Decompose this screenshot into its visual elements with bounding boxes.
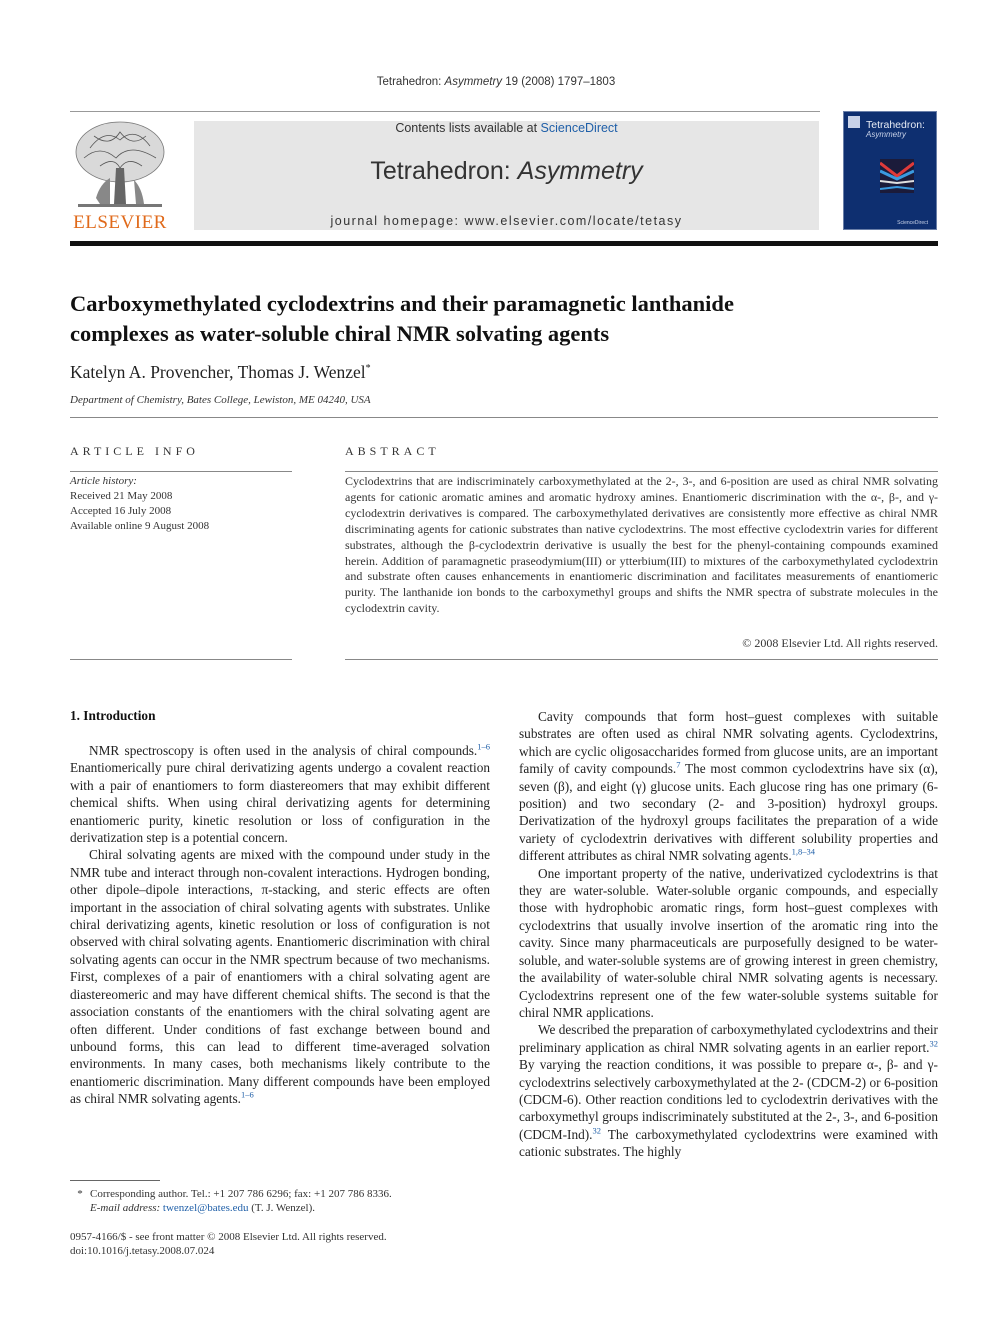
paragraph: NMR spectroscopy is often used in the analysis of chiral compounds.$^{1-6}$ Enantiomerically pure chiral derivatizing agents undergo a covalent reaction with a pair of enantiomers to form diastereomers that may exhibit different chemical shifts. When using chiral derivatizing agents for determining enantiomeric purity, kinetic resolution or loss of configuration in the derivatization step is a potential concern. <box>70 741 490 846</box>
corresponding-author-footnote: * Corresponding author. Tel.: +1 207 786 6296; fax: +1 207 786 8336. E-mail address: twenzel@bates.edu (T. J. Wenzel). <box>77 1188 392 1214</box>
reference-link[interactable]: 32 <box>592 1125 601 1136</box>
reference-link[interactable]: 1–6 <box>477 741 490 752</box>
article-info-bottom-rule <box>70 659 292 660</box>
sciencedirect-link[interactable]: ScienceDirect <box>540 121 618 135</box>
reference-link[interactable]: 32 <box>929 1038 938 1049</box>
article-info-rule <box>70 471 292 472</box>
author-email-link[interactable]: twenzel@bates.edu <box>162 1202 249 1214</box>
contents-available-line: Contents lists available at ScienceDirect <box>395 121 618 135</box>
abstract-heading: ABSTRACT <box>345 444 440 458</box>
abstract-copyright: © 2008 Elsevier Ltd. All rights reserved. <box>742 636 938 650</box>
doi-link[interactable]: doi:10.1016/j.tetasy.2008.07.024 <box>70 1245 215 1257</box>
paragraph: We described the preparation of carboxymethylated cyclodextrins and their preliminary application as chiral NMR solvating agents in an earlier report.$^{32}$ By varying the reaction conditions, it was possible to prepare α-, β- and γ-cyclodextrins selectively carboxymethylated at the 2- (CDCM-2) or 6-position (CDCM-6). Other reaction conditions led to cyclodextrin derivatives with the carboxymethyl groups indiscriminately substituted at the 2-, 3-, and 6-position (CDCM-Ind).$^{32}$ The carboxymethylated cyclodextrins were examined with cationic substrates. The highly <box>519 1022 938 1160</box>
affiliation-rule <box>70 417 938 418</box>
author-list: Katelyn A. Provencher, Thomas J. Wenzel* <box>70 362 371 382</box>
elsevier-wordmark: ELSEVIER <box>73 212 167 233</box>
footnote-rule <box>70 1180 160 1181</box>
paragraph: One important property of the native, underivatized cyclodextrins is that they are water-soluble. Water-soluble organic compounds, and especially those with hydrophobic aromatic rings, form host–guest complexes with cyclodextrins that usually involve insertion of the aromatic ring into the cavity. Since many pharmaceuticals are purposefully designed to be water-soluble, and water-soluble systems are of growing interest in green chemistry, the availability of water-soluble chiral NMR solvating agents is necessary. Cyclodextrins represent one of the few water-soluble systems suitable for chiral NMR applications. <box>519 865 938 1020</box>
cover-title: Tetrahedron: Asymmetry <box>866 119 925 139</box>
elsevier-logo[interactable] <box>70 118 170 232</box>
article-history: Article history: Received 21 May 2008 Accepted 16 July 2008 Available online 9 August 2008 <box>70 475 210 532</box>
reference-link[interactable]: 1–6 <box>240 1089 254 1100</box>
reference-link[interactable]: 7 <box>676 759 681 770</box>
journal-banner <box>194 121 819 230</box>
header-top-rule <box>70 111 820 112</box>
journal-cover[interactable] <box>843 111 937 230</box>
cover-artwork-icon <box>880 159 914 193</box>
author-affiliation: Department of Chemistry, Bates College, Lewiston, ME 04240, USA <box>70 394 371 406</box>
journal-homepage-link[interactable]: journal homepage: www.elsevier.com/locate/tetasy <box>330 214 683 228</box>
abstract-text: Cyclodextrins that are indiscriminately carboxymethylated at the 2-, 3-, and 6-position are used as chiral NMR solvating agents for cationic aromatic amines and aromatic hydroxy amines. Enantiomeric discrimination with the α-, β-, and γ-cyclodextrin derivatives is compared. The carboxymethylated derivatives are consistently more effective as chiral NMR discriminating agents for cationic substrates than native cyclodextrins. The most effective cyclodextrin varies for different substrates, although the β-cyclodextrin derivative is usually the best for the phenyl-containing compounds examined herein. Addition of paramagnetic praseodymium(III) or ytterbium(III) to mixtures of the carboxymethylated cyclodextrin and substrate often causes enhancements in enantiomeric discrimination and facilitates measurements of enantiomeric purity. The lanthanide ion bonds to the carboxymethyl groups and shifts the NMR spectra of substrate molecules in the cyclodextrin cavity. <box>345 474 938 616</box>
abstract-rule <box>345 471 938 472</box>
issn-doi-block: 0957-4166/$ - see front matter © 2008 Elsevier Ltd. All rights reserved. doi:10.1016/j.tetasy.2008.07.024 <box>70 1231 387 1257</box>
paragraph: Chiral solvating agents are mixed with the compound under study in the NMR tube and interact through non-covalent interactions. Hydrogen bonding, other dipole–dipole interactions, π-stacking, and steric effects are often important in the association of chiral solvating agents with substrates. Unlike chiral derivatizing agents, kinetic resolution or loss of configuration is not observed with chiral solvating agents. Enantiomeric discrimination with chiral solvating agents can occur in the NMR spectrum because of two mechanisms. First, complexes of a pair of enantiomers with a chiral solvating agent are diastereomeric and may have different chemical shifts. The second is that the association constants of the enantiomers with the chiral solvating agent are often different. Under conditions of fast exchange between bound and unbound forms, this can lead to different time-averaged solvation environments. In many cases, both mechanisms likely contribute to the enantiomeric discrimination. Many different compounds have been employed as chiral NMR solvating agents.$^{1-6}$ <box>70 847 490 1107</box>
article-info-heading: ARTICLE INFO <box>70 444 199 458</box>
journal-name: Tetrahedron: Asymmetry <box>370 157 643 185</box>
elsevier-tree-icon <box>70 118 170 210</box>
article-title: Carboxymethylated cyclodextrins and their paramagnetic lanthanide complexes as water-soluble chiral NMR solvating agents <box>70 291 734 346</box>
cover-emblem-icon <box>848 116 860 128</box>
reference-link[interactable]: 1,8–34 <box>791 846 816 857</box>
body-column-right <box>519 708 938 1161</box>
cover-footer: ScienceDirect <box>897 220 928 226</box>
section-heading-introduction: 1. Introduction <box>70 708 156 723</box>
journal-citation: Tetrahedron: Asymmetry 19 (2008) 1797–1803 <box>376 76 616 88</box>
corresponding-author-mark[interactable]: * <box>365 363 371 375</box>
header-bottom-rule <box>70 241 938 246</box>
abstract-bottom-rule <box>345 659 938 660</box>
paragraph: Cavity compounds that form host–guest complexes with suitable substrates are often used as chiral NMR solvating agents. Cyclodextrins, which are cyclic oligosaccharides formed from glucose units, are an important family of cavity compounds.$^7$ The most common cyclodextrins have six (α), seven (β), and eight (γ) glucose units. Each glucose ring has one primary (6-position) and two secondary (2- and 3-position) hydroxyl groups. Derivatization of the hydroxyl groups facilitates the preparation of a wide variety of cyclodextrin derivatives with different solubility properties and different attributes as chiral NMR solvating agents.$^{1,8-34}$ <box>519 709 938 864</box>
body-column-left <box>70 742 490 1108</box>
